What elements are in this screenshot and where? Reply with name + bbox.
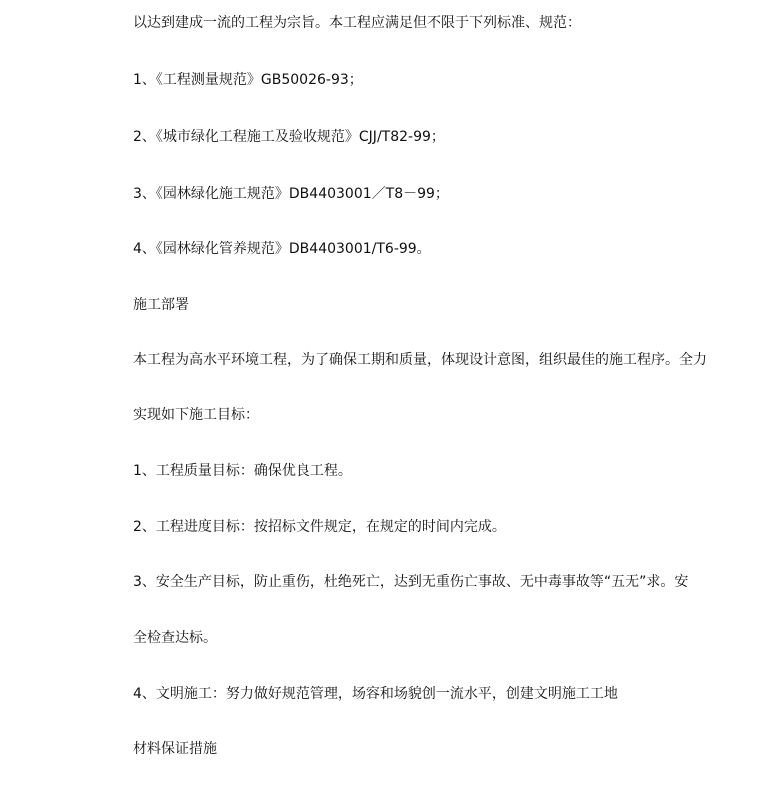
list-item-standard-1: 1、《工程测量规范》GB50026-93； xyxy=(133,72,363,88)
list-item-goal-3: 3、安全生产目标，防止重伤，杜绝死亡，达到无重伤亡事故、无中毒事故等“五无”求。安 xyxy=(133,574,689,590)
list-item-standard-4: 4、《园林绿化管养规范》DB4403001/T6-99。 xyxy=(133,241,431,257)
list-item-goal-4: 4、文明施工：努力做好规范管理，场容和场貌创一流水平，创建文明施工工地 xyxy=(133,686,618,702)
paragraph-deployment: 本工程为高水平环境工程，为了确保工期和质量，体现设计意图，组织最佳的施工程序。全力 xyxy=(133,352,707,368)
list-item-goal-1: 1、工程质量目标：确保优良工程。 xyxy=(133,463,352,479)
paragraph-deployment-cont: 实现如下施工目标： xyxy=(133,407,259,423)
paragraph-intro: 以达到建成一流的工程为宗旨。本工程应满足但不限于下列标准、规范： xyxy=(133,15,581,31)
list-item-standard-3: 3、《园林绿化施工规范》DB4403001／T8－99； xyxy=(133,186,449,202)
list-item-goal-3-cont: 全检查达标。 xyxy=(133,630,217,646)
list-item-goal-2: 2、工程进度目标：按招标文件规定，在规定的时间内完成。 xyxy=(133,519,506,535)
list-item-standard-2: 2、《城市绿化工程施工及验收规范》CJJ/T82-99； xyxy=(133,129,445,145)
section-heading-materials: 材料保证措施 xyxy=(133,741,217,757)
section-heading-deployment: 施工部署 xyxy=(133,297,189,313)
